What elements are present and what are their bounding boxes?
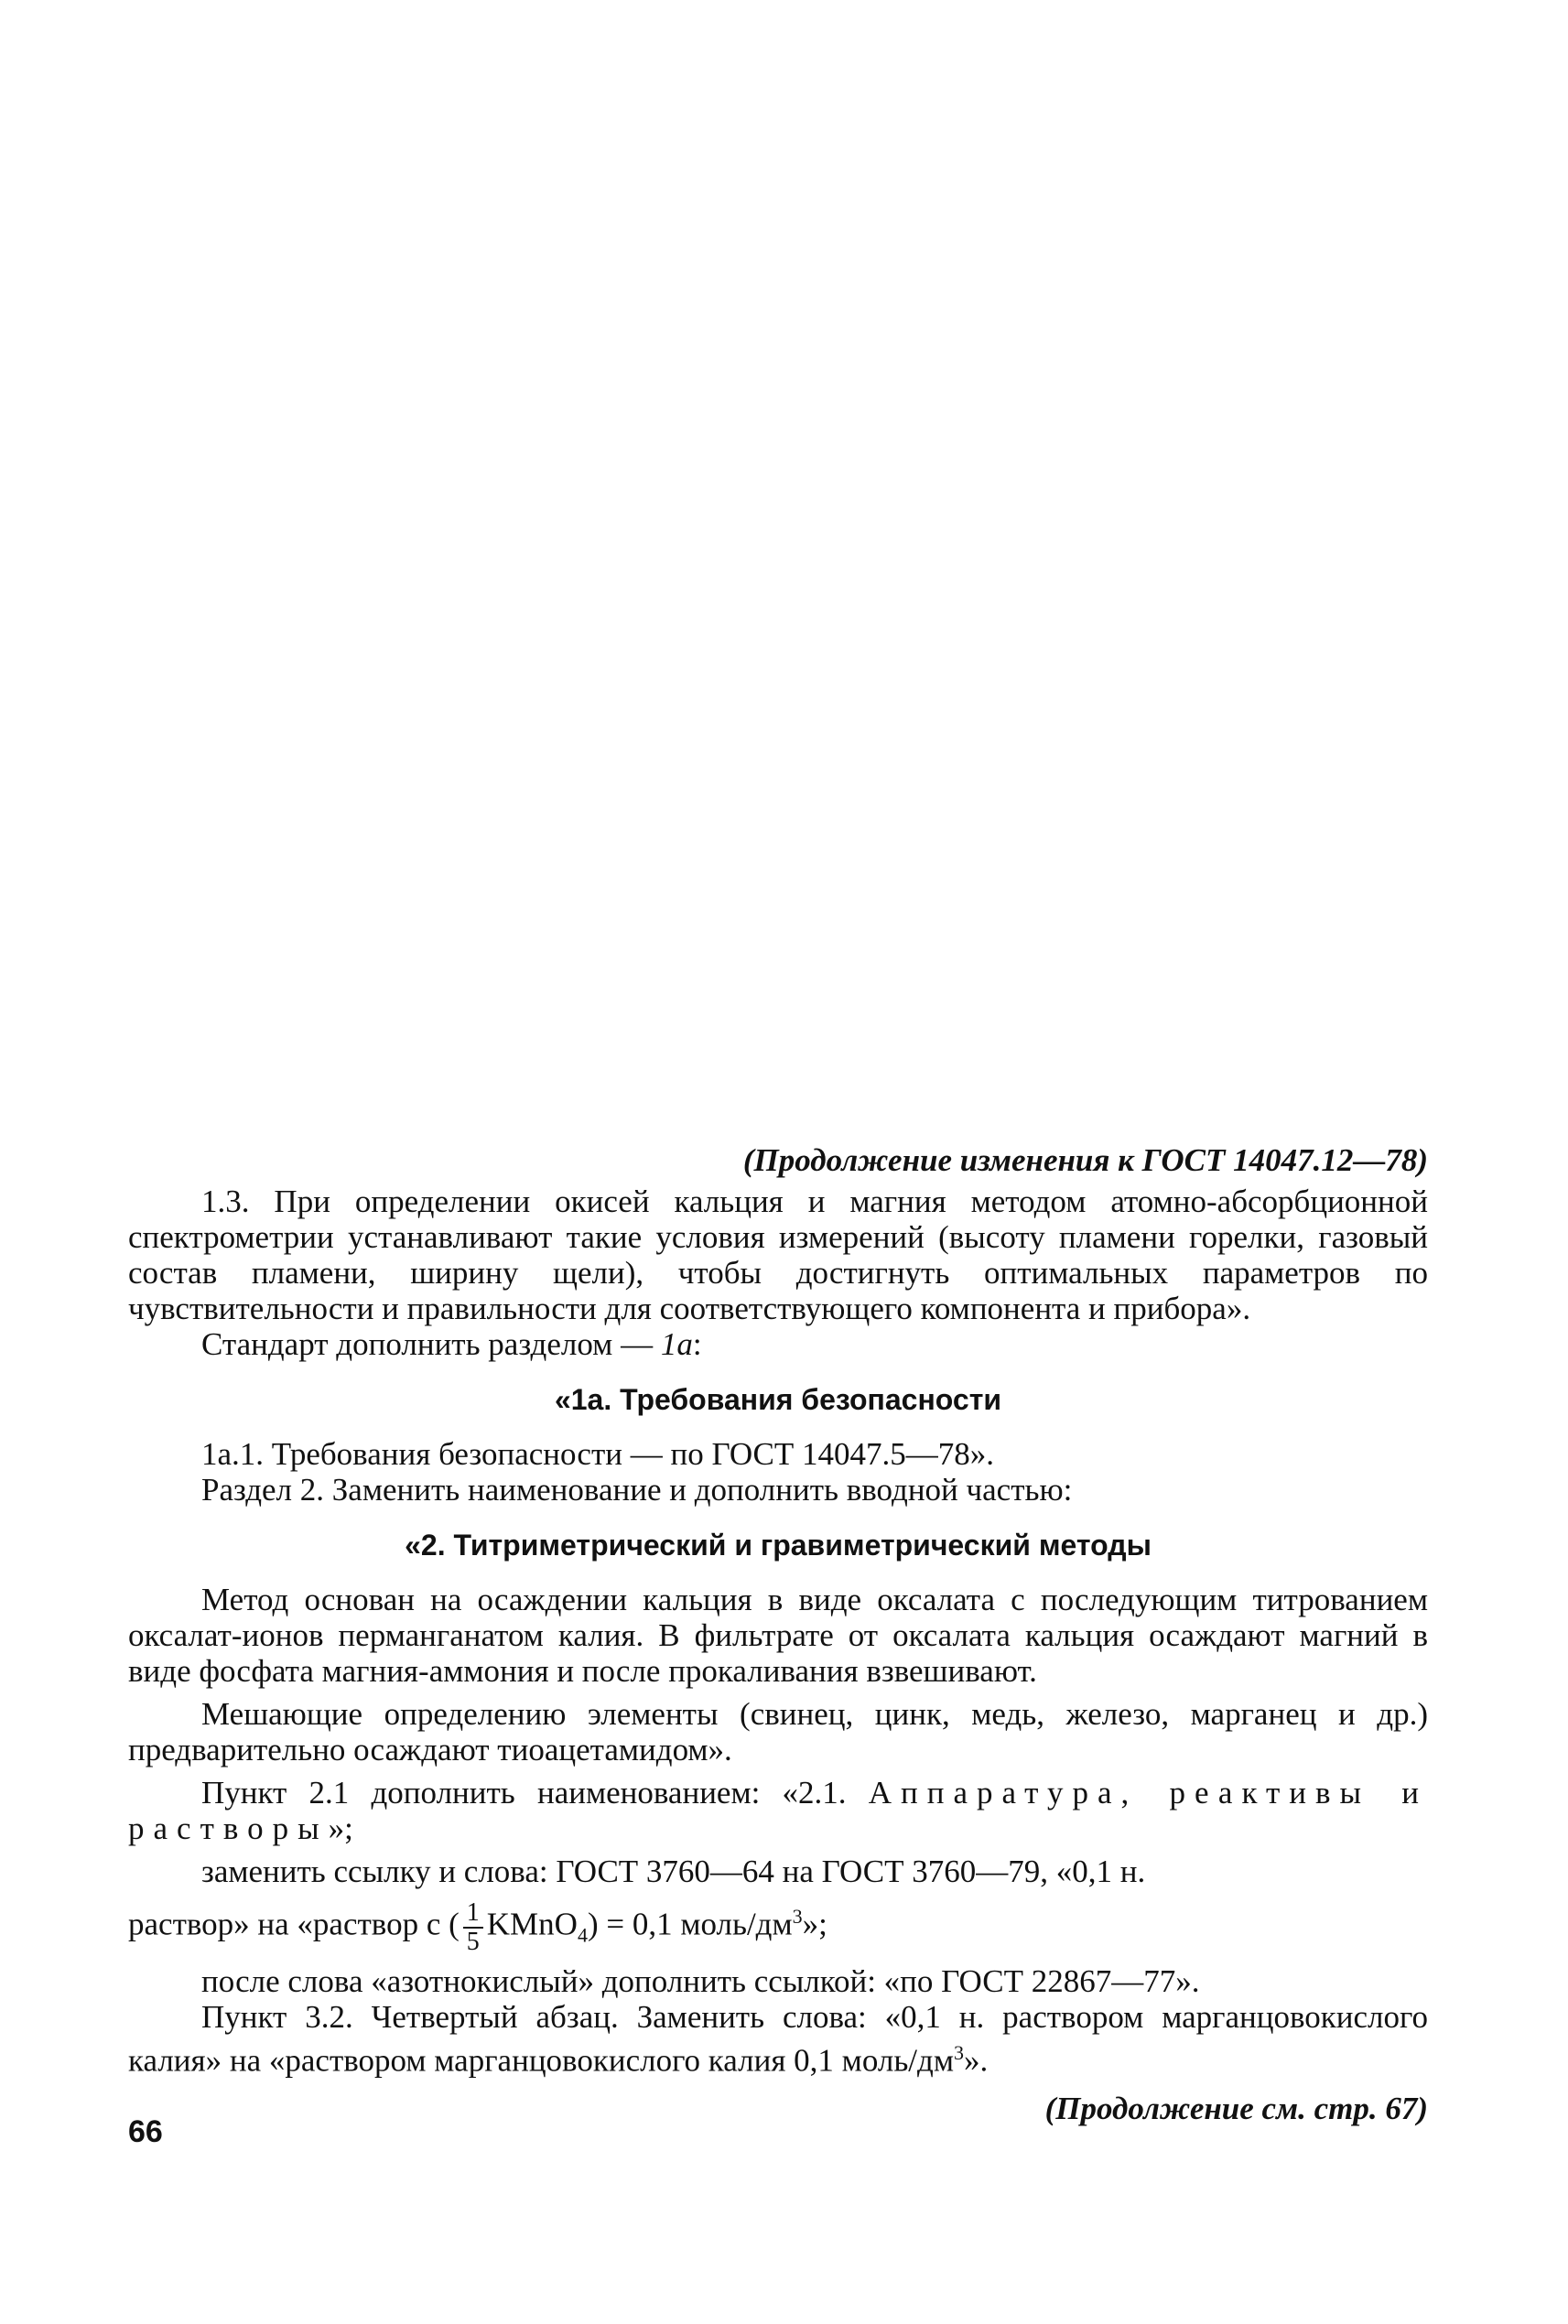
item-2-1-text: Пункт 2.1 дополнить наименованием: «2.1. xyxy=(201,1775,869,1811)
text-block xyxy=(128,1142,1428,2126)
formula-line xyxy=(128,1898,1428,1956)
formula-after: ) = 0,1 моль/дм xyxy=(587,1906,793,1942)
fraction xyxy=(463,1899,483,1956)
paragraph-1a-1: 1а.1. Требования безопасности — по ГОСТ 14047.5—78». xyxy=(201,1436,994,1472)
formula-subscript: 4 xyxy=(577,1923,588,1947)
paragraph-2-1 xyxy=(128,1775,1428,1846)
item-3-2-end: ». xyxy=(963,2042,989,2079)
continuation-footer: (Продолжение см. стр. 67) xyxy=(1044,2091,1428,2127)
paragraph-section-2: Раздел 2. Заменить наименование и дополнить вводной частью: xyxy=(201,1472,1073,1508)
paragraph-interfering: Мешающие определению элементы (свинец, цинк, медь, железо, марганец и др.) предварительно осаждают тиоацетамидом». xyxy=(128,1696,1428,1767)
item-2-1-spaced: Аппаратура, реактивы и растворы xyxy=(128,1775,1429,1846)
paragraph-3-2 xyxy=(128,1999,1428,2079)
item-3-2-text: Пункт 3.2. Четвертый абзац. Заменить слова: «0,1 н. раствором марганцовокислого калия» на «раствором марганцовокислого калия 0,1 моль/дм xyxy=(128,1998,1428,2079)
fraction-denominator: 5 xyxy=(466,1927,480,1956)
paragraph-add-section xyxy=(128,1326,1428,1362)
paragraph-method: Метод основан на осаждении кальция в виде оксалата с последующим титрованием оксалат-ионов перманганатом калия. В фильтрате от оксалата кальция осаждают магний в виде фосфата магния-аммония и после прокаливания взвешивают. xyxy=(128,1582,1428,1689)
paragraph-replace-ref: заменить ссылку и слова: ГОСТ 3760—64 на ГОСТ 3760—79, «0,1 н. xyxy=(201,1854,1146,1889)
continuation-header: (Продолжение изменения к ГОСТ 14047.12—78) xyxy=(742,1142,1428,1178)
formula-tail: »; xyxy=(802,1906,827,1942)
page-number: 66 xyxy=(128,2114,163,2149)
item-2-1-end: »; xyxy=(328,1811,353,1846)
formula-superscript: 3 xyxy=(792,1905,803,1928)
paragraph-1-3: 1.3. При определении окисей кальция и магния методом атомно-абсорбционной спектрометрии устанавливают такие условия измерений (высоту пламени горелки, газовый состав пламени, ширину щели), чтобы достигнуть оптимальных параметров по чувствительности и правильности для соответствующего компонента и прибора». xyxy=(128,1184,1428,1326)
formula-compound: KMnO xyxy=(486,1906,578,1942)
fraction-numerator: 1 xyxy=(463,1899,483,1929)
section-1a-title: «1а. Требования безопасности xyxy=(554,1383,1002,1416)
item-3-2-superscript: 3 xyxy=(953,2040,964,2064)
section-2-title: «2. Титриметрический и гравиметрический методы xyxy=(405,1529,1152,1562)
paragraph-nitric: после слова «азотнокислый» дополнить ссылкой: «по ГОСТ 22867—77». xyxy=(201,1962,1200,1999)
add-section-end: : xyxy=(692,1326,702,1362)
add-section-text: Стандарт дополнить разделом — xyxy=(201,1326,661,1362)
section-ref: 1а xyxy=(660,1326,693,1362)
formula-before: раствор» на «раствор с ( xyxy=(128,1906,460,1942)
